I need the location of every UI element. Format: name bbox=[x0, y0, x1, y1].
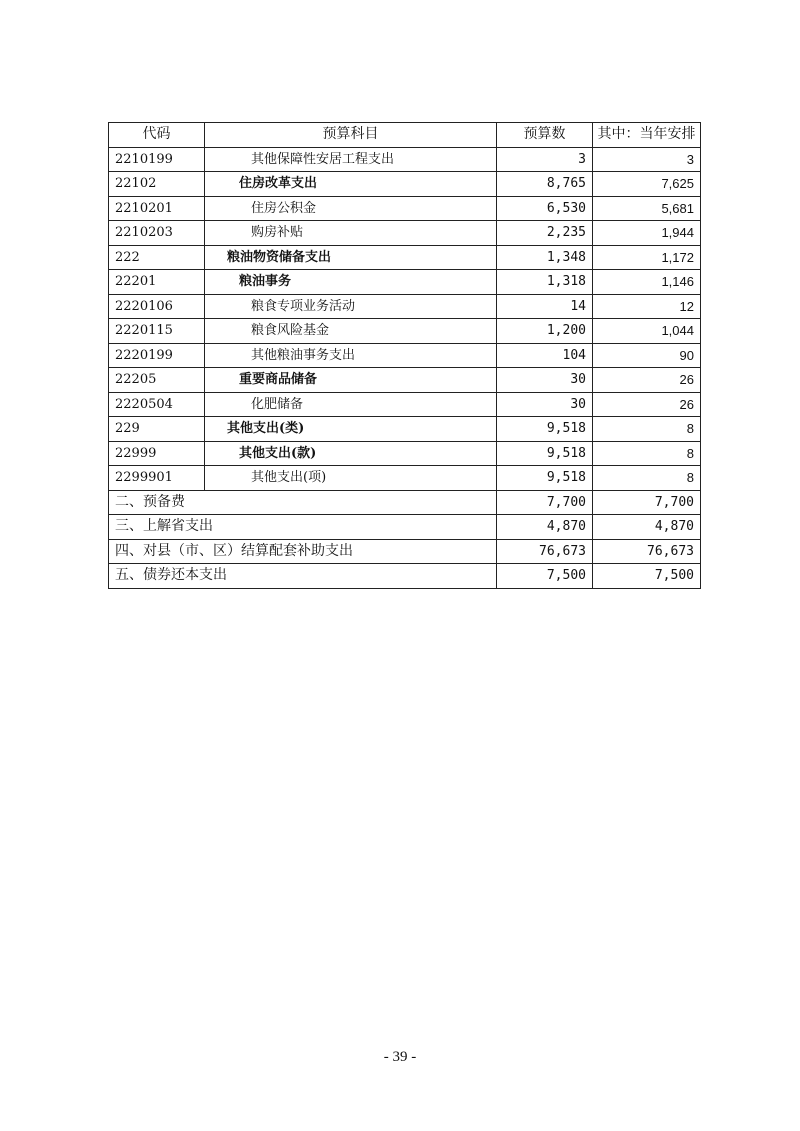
row-code: 2299901 bbox=[109, 466, 205, 491]
row-code: 22201 bbox=[109, 270, 205, 295]
summary-label: 三、上解省支出 bbox=[109, 515, 497, 540]
header-name: 预算科目 bbox=[205, 123, 497, 148]
row-budget: 1,348 bbox=[497, 245, 593, 270]
row-name: 粮食风险基金 bbox=[205, 319, 497, 344]
row-code: 2220504 bbox=[109, 392, 205, 417]
row-name: 粮油物资储备支出 bbox=[205, 245, 497, 270]
summary-row bbox=[109, 539, 701, 564]
row-current: 12 bbox=[593, 294, 701, 319]
row-code: 2220199 bbox=[109, 343, 205, 368]
row-current: 1,044 bbox=[593, 319, 701, 344]
table-row bbox=[109, 172, 701, 197]
row-budget: 2,235 bbox=[497, 221, 593, 246]
row-code: 2210203 bbox=[109, 221, 205, 246]
row-budget: 9,518 bbox=[497, 417, 593, 442]
table-row bbox=[109, 392, 701, 417]
row-budget: 6,530 bbox=[497, 196, 593, 221]
row-budget: 9,518 bbox=[497, 441, 593, 466]
summary-row bbox=[109, 515, 701, 540]
row-current: 1,146 bbox=[593, 270, 701, 295]
row-budget: 30 bbox=[497, 392, 593, 417]
row-current: 5,681 bbox=[593, 196, 701, 221]
summary-label: 二、预备费 bbox=[109, 490, 497, 515]
row-code: 22102 bbox=[109, 172, 205, 197]
row-code: 22205 bbox=[109, 368, 205, 393]
table-row bbox=[109, 319, 701, 344]
row-current: 8 bbox=[593, 466, 701, 491]
row-budget: 30 bbox=[497, 368, 593, 393]
row-current: 8 bbox=[593, 441, 701, 466]
page-number: - 39 - bbox=[383, 1049, 417, 1065]
table-row bbox=[109, 196, 701, 221]
row-code: 2210199 bbox=[109, 147, 205, 172]
row-name: 其他支出(类) bbox=[205, 417, 497, 442]
summary-current: 76,673 bbox=[593, 539, 701, 564]
row-current: 1,944 bbox=[593, 221, 701, 246]
header-code: 代码 bbox=[109, 123, 205, 148]
summary-current: 7,500 bbox=[593, 564, 701, 589]
row-budget: 1,200 bbox=[497, 319, 593, 344]
row-name: 其他支出(款) bbox=[205, 441, 497, 466]
row-current: 1,172 bbox=[593, 245, 701, 270]
row-budget: 1,318 bbox=[497, 270, 593, 295]
header-current: 其中：当年安排 bbox=[593, 123, 701, 148]
table-body bbox=[109, 147, 701, 588]
summary-budget: 7,700 bbox=[497, 490, 593, 515]
row-current: 90 bbox=[593, 343, 701, 368]
table-row bbox=[109, 221, 701, 246]
row-name: 其他支出(项) bbox=[205, 466, 497, 491]
row-code: 2220115 bbox=[109, 319, 205, 344]
budget-table bbox=[108, 122, 701, 589]
row-budget: 9,518 bbox=[497, 466, 593, 491]
row-code: 2220106 bbox=[109, 294, 205, 319]
table-row bbox=[109, 294, 701, 319]
row-name: 住房公积金 bbox=[205, 196, 497, 221]
row-name: 粮油事务 bbox=[205, 270, 497, 295]
row-current: 8 bbox=[593, 417, 701, 442]
summary-row bbox=[109, 564, 701, 589]
row-budget: 3 bbox=[497, 147, 593, 172]
table-row bbox=[109, 270, 701, 295]
row-current: 26 bbox=[593, 368, 701, 393]
row-name: 重要商品储备 bbox=[205, 368, 497, 393]
row-code: 22999 bbox=[109, 441, 205, 466]
summary-budget: 7,500 bbox=[497, 564, 593, 589]
row-code: 229 bbox=[109, 417, 205, 442]
row-name: 其他保障性安居工程支出 bbox=[205, 147, 497, 172]
row-budget: 8,765 bbox=[497, 172, 593, 197]
row-name: 购房补贴 bbox=[205, 221, 497, 246]
row-name: 其他粮油事务支出 bbox=[205, 343, 497, 368]
summary-current: 7,700 bbox=[593, 490, 701, 515]
row-current: 26 bbox=[593, 392, 701, 417]
summary-label: 五、债券还本支出 bbox=[109, 564, 497, 589]
header-budget: 预算数 bbox=[497, 123, 593, 148]
summary-row bbox=[109, 490, 701, 515]
table-row bbox=[109, 441, 701, 466]
row-name: 粮食专项业务活动 bbox=[205, 294, 497, 319]
row-current: 3 bbox=[593, 147, 701, 172]
row-current: 7,625 bbox=[593, 172, 701, 197]
row-name: 化肥储备 bbox=[205, 392, 497, 417]
summary-budget: 76,673 bbox=[497, 539, 593, 564]
table-header-row bbox=[109, 123, 701, 148]
summary-label: 四、对县（市、区）结算配套补助支出 bbox=[109, 539, 497, 564]
table-row bbox=[109, 368, 701, 393]
row-code: 2210201 bbox=[109, 196, 205, 221]
table-row bbox=[109, 417, 701, 442]
summary-budget: 4,870 bbox=[497, 515, 593, 540]
summary-current: 4,870 bbox=[593, 515, 701, 540]
table-row bbox=[109, 466, 701, 491]
table-row bbox=[109, 343, 701, 368]
row-budget: 14 bbox=[497, 294, 593, 319]
row-budget: 104 bbox=[497, 343, 593, 368]
table-row bbox=[109, 245, 701, 270]
table-row bbox=[109, 147, 701, 172]
row-code: 222 bbox=[109, 245, 205, 270]
row-name: 住房改革支出 bbox=[205, 172, 497, 197]
